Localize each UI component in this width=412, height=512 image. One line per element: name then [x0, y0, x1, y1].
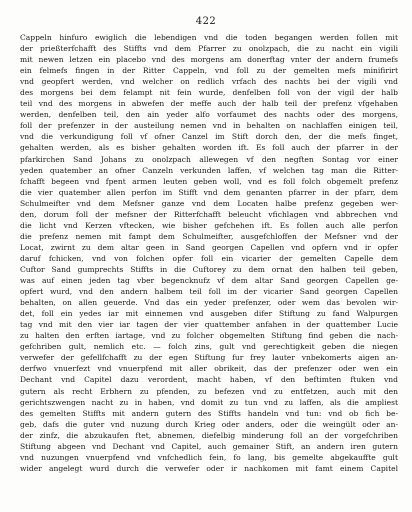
- text-line: der zinfz, die abzukaufen ftet, abnemen, diefelbig minderung foll an der vorgefchriben: [20, 430, 398, 440]
- text-line: pfarkirchen Sand Johans zu onolzpach allewegen vf den negften Sontag vor einer: [20, 154, 398, 164]
- text-line: gutern als recht Erbhern zu pfenden, zu befezen vnd zu entfetzen, auch mit den: [20, 386, 398, 396]
- text-line: teil vnd des morgens in abwefen der meffe auch der halb teil der prefenz vfgehaben: [20, 99, 398, 109]
- text-line: fchafft begeen vnd fpent armen leuten geben woll, vnd es foll folch obgemelt prefenz: [20, 176, 398, 186]
- text-line: Cuftor Sand gumprechts Stiffts in die Cuftorey zu dem ornat den halben teil geben,: [20, 264, 398, 274]
- text-line: det, foll ein yedes iar mit einnemen vnd ausgeben difer Stiftung zu fand Walpurgen: [20, 309, 398, 319]
- text-line: vnd die verkundigung foll vf ofner Canzel im Stift dorch den, der die mefs finget,: [20, 132, 398, 142]
- text-line: foll der prefenzer in der austeilung nemen vnd in behalten on nachlaffen einigen teil,: [20, 121, 398, 131]
- text-line: derfwo vnuerfezt vnd vnuerpfend mit aller obrikeit, das der prefenzer oder wen ein: [20, 364, 398, 374]
- text-line: geb, dafs die guter vnd nuzung durch Krieg oder anders, oder die weingült oder an-: [20, 419, 398, 429]
- text-line: behalten, on allen geuerde. Vnd das ein yeder prefenzer, oder wem das bevolen wir-: [20, 298, 398, 308]
- text-line: werden, denfelben teil, den ain yeder alfo vorfaumet des nachts oder des morgens,: [20, 110, 398, 120]
- text-line: Cappeln hinfuro ewiglich die lebendigen vnd die toden begangen werden follen mit: [20, 33, 398, 42]
- text-line: die licht vnd Kerzen vftecken, wie bisher gefchehen ift. Es follen auch alle perfon: [20, 220, 398, 230]
- text-line: Stiftung abgeen vnd Dechant vnd Capitel, auch gemainer Stift, an andern iren gutern: [20, 441, 398, 451]
- text-line: gehalten werden, als es bisher gehalten worden ift. Es foll auch der pfarrer in der: [20, 143, 398, 153]
- text-line: gefchriben gult, nemlich etc. — folch zins, gult vnd gerechtigkeit geben die niegen: [20, 342, 398, 352]
- text-line: den, dorum foll der mefsner der Ritterfchafft beleucht vfichlagen vnd abbrechen vnd: [20, 209, 398, 219]
- page-number: 422: [195, 16, 217, 27]
- text-line: yeden quatember an ofner Canzeln verkunden laffen, vf welchen tag man die Ritter-: [20, 165, 398, 175]
- text-line: tag vnd mit den vier iar tagen der vier quattember anfahen in der quattember Lucie: [20, 320, 398, 330]
- text-line: opfert wurd, vnd den andern halbem teil foll im der vicarier Sand georgen Capellen: [20, 287, 398, 297]
- text-line: des gemelten Stiffts mit andern gutern des Stiffts handeln vnd tun: vnd ob fich be-: [20, 408, 398, 418]
- text-line: vnd nuzungen vnuerpfend vnd vnfchedlich fein, fo lang, bis gemelte abgekauffte gult: [20, 452, 398, 462]
- text-line: die vier quatember allen perfon im Stifft vnd dem genanten pfarrer in der pfarr, dem: [20, 187, 398, 197]
- text-line: ein felmefs fingen in der Ritter Cappeln, vnd foll zu der gemelten mefs minifirirt: [20, 66, 398, 76]
- text-line: was auf einen jeden tag vber begencknufz vf dem altar Sand georgen Capellen ge-: [20, 276, 398, 286]
- text-line: Schulmeifter vnd dem Mefsner ganze vnd dem Locaten halbe prefenz gegeben wer-: [20, 198, 398, 208]
- text-line: der prießterfchafft des Stiffts vnd dem Pfarrer zu onolzpach, die zu nacht ein vigili: [20, 44, 398, 54]
- text-line: wider angelegt wurd durch die verwefer oder ir nachkomen mit famt einem Capitel: [20, 463, 398, 473]
- text-line: vnd geopfert werden, vnd welcher on redlich vrfach des nachts bei der vigili vnd: [20, 77, 398, 87]
- text-line: Dechant vnd Capitel dazu verordent, macht haben, vf den beftimten ftuken vnd: [20, 375, 398, 385]
- text-line: die prefenz nemen mit fampt dem Schulmeifter, ausgefchloffen der Mefsner vnd der: [20, 231, 398, 241]
- body-text: [20, 32, 398, 474]
- text-line: daruf fchicken, vnd von folchen opfer foll ein vicarier der gemelten Capelle dem: [20, 253, 398, 263]
- text-line: gerichtszwengen nacht zu in haben, vnd domit zu tun vnd zu laffen, als die ampliest: [20, 397, 398, 407]
- text-line: verwefer der gefellfchafft zu der egen Stiftung fur frey lauter vnbekomerts aigen an-: [20, 353, 398, 363]
- text-line: mit newen letzen ein placebo vnd des morgens am donerftag vnter der andern frumefs: [20, 55, 398, 65]
- text-line: zu halten den erften iartage, vnd zu folcher obgemelten Stiftung find geben die nach-: [20, 331, 398, 341]
- text-line: Locat, zwirnt zu dem altar geen in Sand georgen Capellen vnd opfern vnd ir opfer: [20, 242, 398, 252]
- text-line: des morgens bei dem felampt nit fein wurde, denfelben foll von der vigil der halb: [20, 88, 398, 98]
